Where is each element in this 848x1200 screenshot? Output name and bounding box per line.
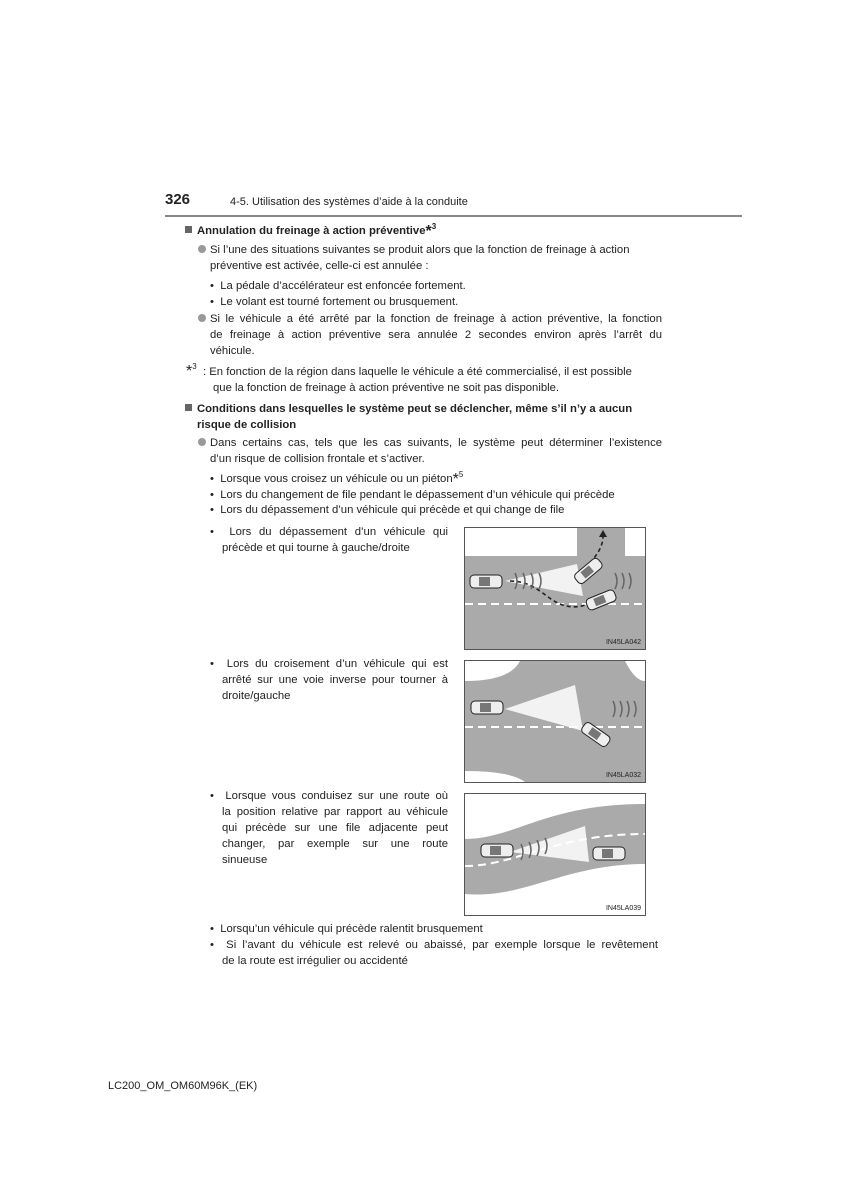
sec1-bullet2: • Le volant est tourné fortement ou brusquement. bbox=[210, 296, 459, 308]
sec2-bullet4: • Lors du dépassement d’un véhicule qui précède et qui tourne à gauche/droite bbox=[210, 526, 448, 554]
circle-bullet-icon bbox=[198, 438, 206, 446]
sec1-para2: Si le véhicule a été arrêté par la fonction de freinage à action préventive, la fonction de freinage à action préventive sera annulée 2 secondes environ après l’arrêt du véhicule. bbox=[198, 311, 662, 359]
sec1-para1: Si l’une des situations suivantes se produit alors que la fonction de freinage à action préventive est activée, celle-ci est annulée : bbox=[198, 242, 662, 274]
sec1-bullet1: • La pédale d’accélérateur est enfoncée fortement. bbox=[210, 280, 466, 292]
figure-crossing-stopped bbox=[464, 660, 646, 783]
asterisk-icon: * bbox=[186, 363, 193, 380]
sec2-bullet5: • Lors du croisement d’un véhicule qui est arrêté sur une voie inverse pour tourner à droite/gauche bbox=[210, 658, 448, 702]
figure-code: IN45LA039 bbox=[605, 905, 641, 912]
circle-bullet-icon bbox=[198, 314, 206, 322]
sec2-para1: Dans certains cas, tels que les cas suivants, le système peut déterminer l’existence d’un risque de collision frontale et s’activer. bbox=[198, 435, 662, 467]
illustration-overtake-turn bbox=[465, 528, 645, 649]
sec2-bullet2: • Lors du changement de file pendant le dépassement d’un véhicule qui précède bbox=[210, 489, 615, 501]
square-bullet-icon bbox=[185, 226, 192, 233]
sec2-bullet7: • Lorsqu’un véhicule qui précède ralentit brusquement bbox=[210, 923, 483, 935]
figure-code: IN45LA042 bbox=[605, 639, 641, 646]
figure-overtake-turning bbox=[464, 527, 646, 650]
sec2-bullet6: • Lorsque vous conduisez sur une route où la position relative par rapport au véhicule qui précède sur une file adjacente peut changer, par exemple sur une route sinueuse bbox=[210, 790, 449, 866]
asterisk-icon: * bbox=[452, 471, 459, 488]
illustration-winding-road bbox=[465, 794, 645, 915]
section-title: 4-5. Utilisation des systèmes d’aide à la conduite bbox=[230, 196, 468, 208]
sec1-note: : En fonction de la région dans laquelle le véhicule a été commercialisé, il est possible que la fonction de freinage à action préventive ne soit pas disponible. bbox=[203, 366, 632, 394]
note-marker: *$^3$ bbox=[186, 362, 197, 380]
page-number: 326 bbox=[165, 191, 191, 208]
asterisk-icon: * bbox=[425, 223, 432, 240]
square-bullet-icon bbox=[185, 404, 192, 411]
sec2-bullet1: • Lorsque vous croisez un véhicule ou un piéton*$^5$ bbox=[210, 470, 464, 488]
illustration-crossing bbox=[465, 661, 645, 782]
circle-bullet-icon bbox=[198, 245, 206, 253]
sec2-heading: Conditions dans lesquelles le système peut se déclencher, même s’il n’y a aucun risque de collision bbox=[185, 401, 665, 433]
sec1-heading: Annulation du freinage à action préventive*$^3$ bbox=[185, 223, 436, 239]
document-id: LC200_OM_OM60M96K_(EK) bbox=[108, 1080, 258, 1092]
sec2-bullet8: • Si l’avant du véhicule est relevé ou abaissé, par exemple lorsque le revêtement de la route est irrégulier ou accidenté bbox=[210, 939, 658, 967]
figure-code: IN45LA032 bbox=[605, 772, 641, 779]
header-rule bbox=[165, 215, 742, 217]
sec2-bullet3: • Lors du dépassement d’un véhicule qui précède et qui change de file bbox=[210, 504, 565, 516]
figure-winding-road bbox=[464, 793, 646, 916]
